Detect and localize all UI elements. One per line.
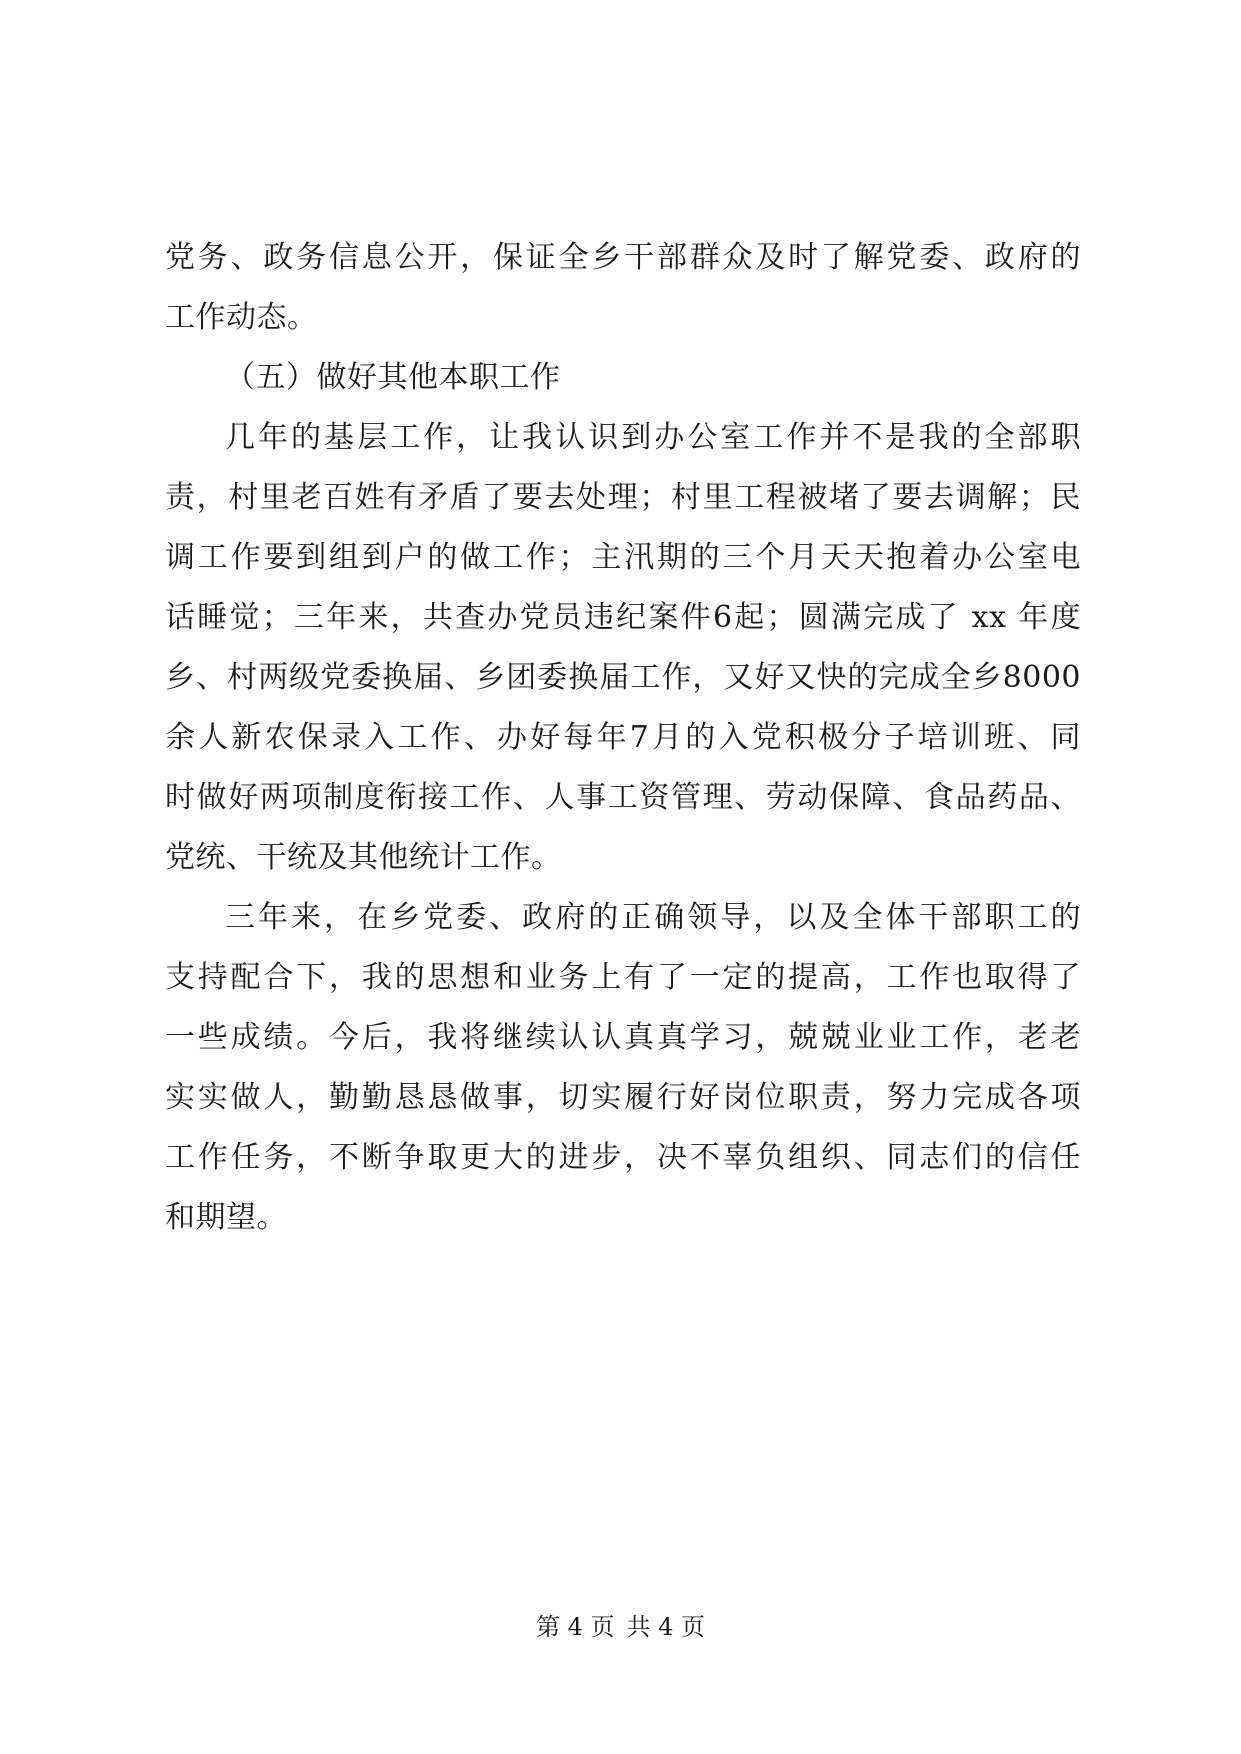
- body-line: 几年的基层工作，让我认识到办公室工作并不是我的全部职: [225, 420, 1081, 455]
- document-body: [165, 228, 1081, 1248]
- body-line: 余人新农保录入工作、办好每年7月的入党积极分子培训班、同: [165, 720, 1081, 755]
- body-line: 支持配合下，我的思想和业务上有了一定的提高，工作也取得了: [165, 960, 1081, 995]
- page-footer: [0, 1612, 1241, 1642]
- body-line: 党务、政务信息公开，保证全乡干部群众及时了解党委、政府的: [165, 240, 1081, 275]
- page-total: 共 4 页: [626, 1613, 706, 1641]
- body-line: 一些成绩。今后，我将继续认认真真学习，兢兢业业工作，老老: [165, 1020, 1081, 1055]
- body-line: 乡、村两级党委换届、乡团委换届工作，又好又快的完成全乡8000: [165, 660, 1081, 695]
- body-line: 工作任务，不断争取更大的进步，决不辜负组织、同志们的信任: [165, 1140, 1081, 1175]
- page-number: 第 4 页: [535, 1613, 615, 1641]
- body-line: 调工作要到组到户的做工作；主汛期的三个月天天抱着办公室电: [165, 540, 1081, 575]
- body-line: 和期望。: [165, 1200, 287, 1235]
- body-line: 话睡觉；三年来，共查办党员违纪案件6起；圆满完成了 xx 年度: [165, 600, 1081, 635]
- body-line: 党统、干统及其他统计工作。: [165, 840, 562, 875]
- body-line: 实实做人，勤勤恳恳做事，切实履行好岗位职责，努力完成各项: [165, 1080, 1081, 1115]
- body-line: 三年来，在乡党委、政府的正确领导，以及全体干部职工的: [225, 900, 1081, 935]
- section-heading: （五）做好其他本职工作: [225, 360, 561, 395]
- body-line: 工作动态。: [165, 300, 318, 335]
- body-line: 责，村里老百姓有矛盾了要去处理；村里工程被堵了要去调解；民: [165, 480, 1081, 515]
- body-line: 时做好两项制度衔接工作、人事工资管理、劳动保障、食品药品、: [165, 780, 1081, 815]
